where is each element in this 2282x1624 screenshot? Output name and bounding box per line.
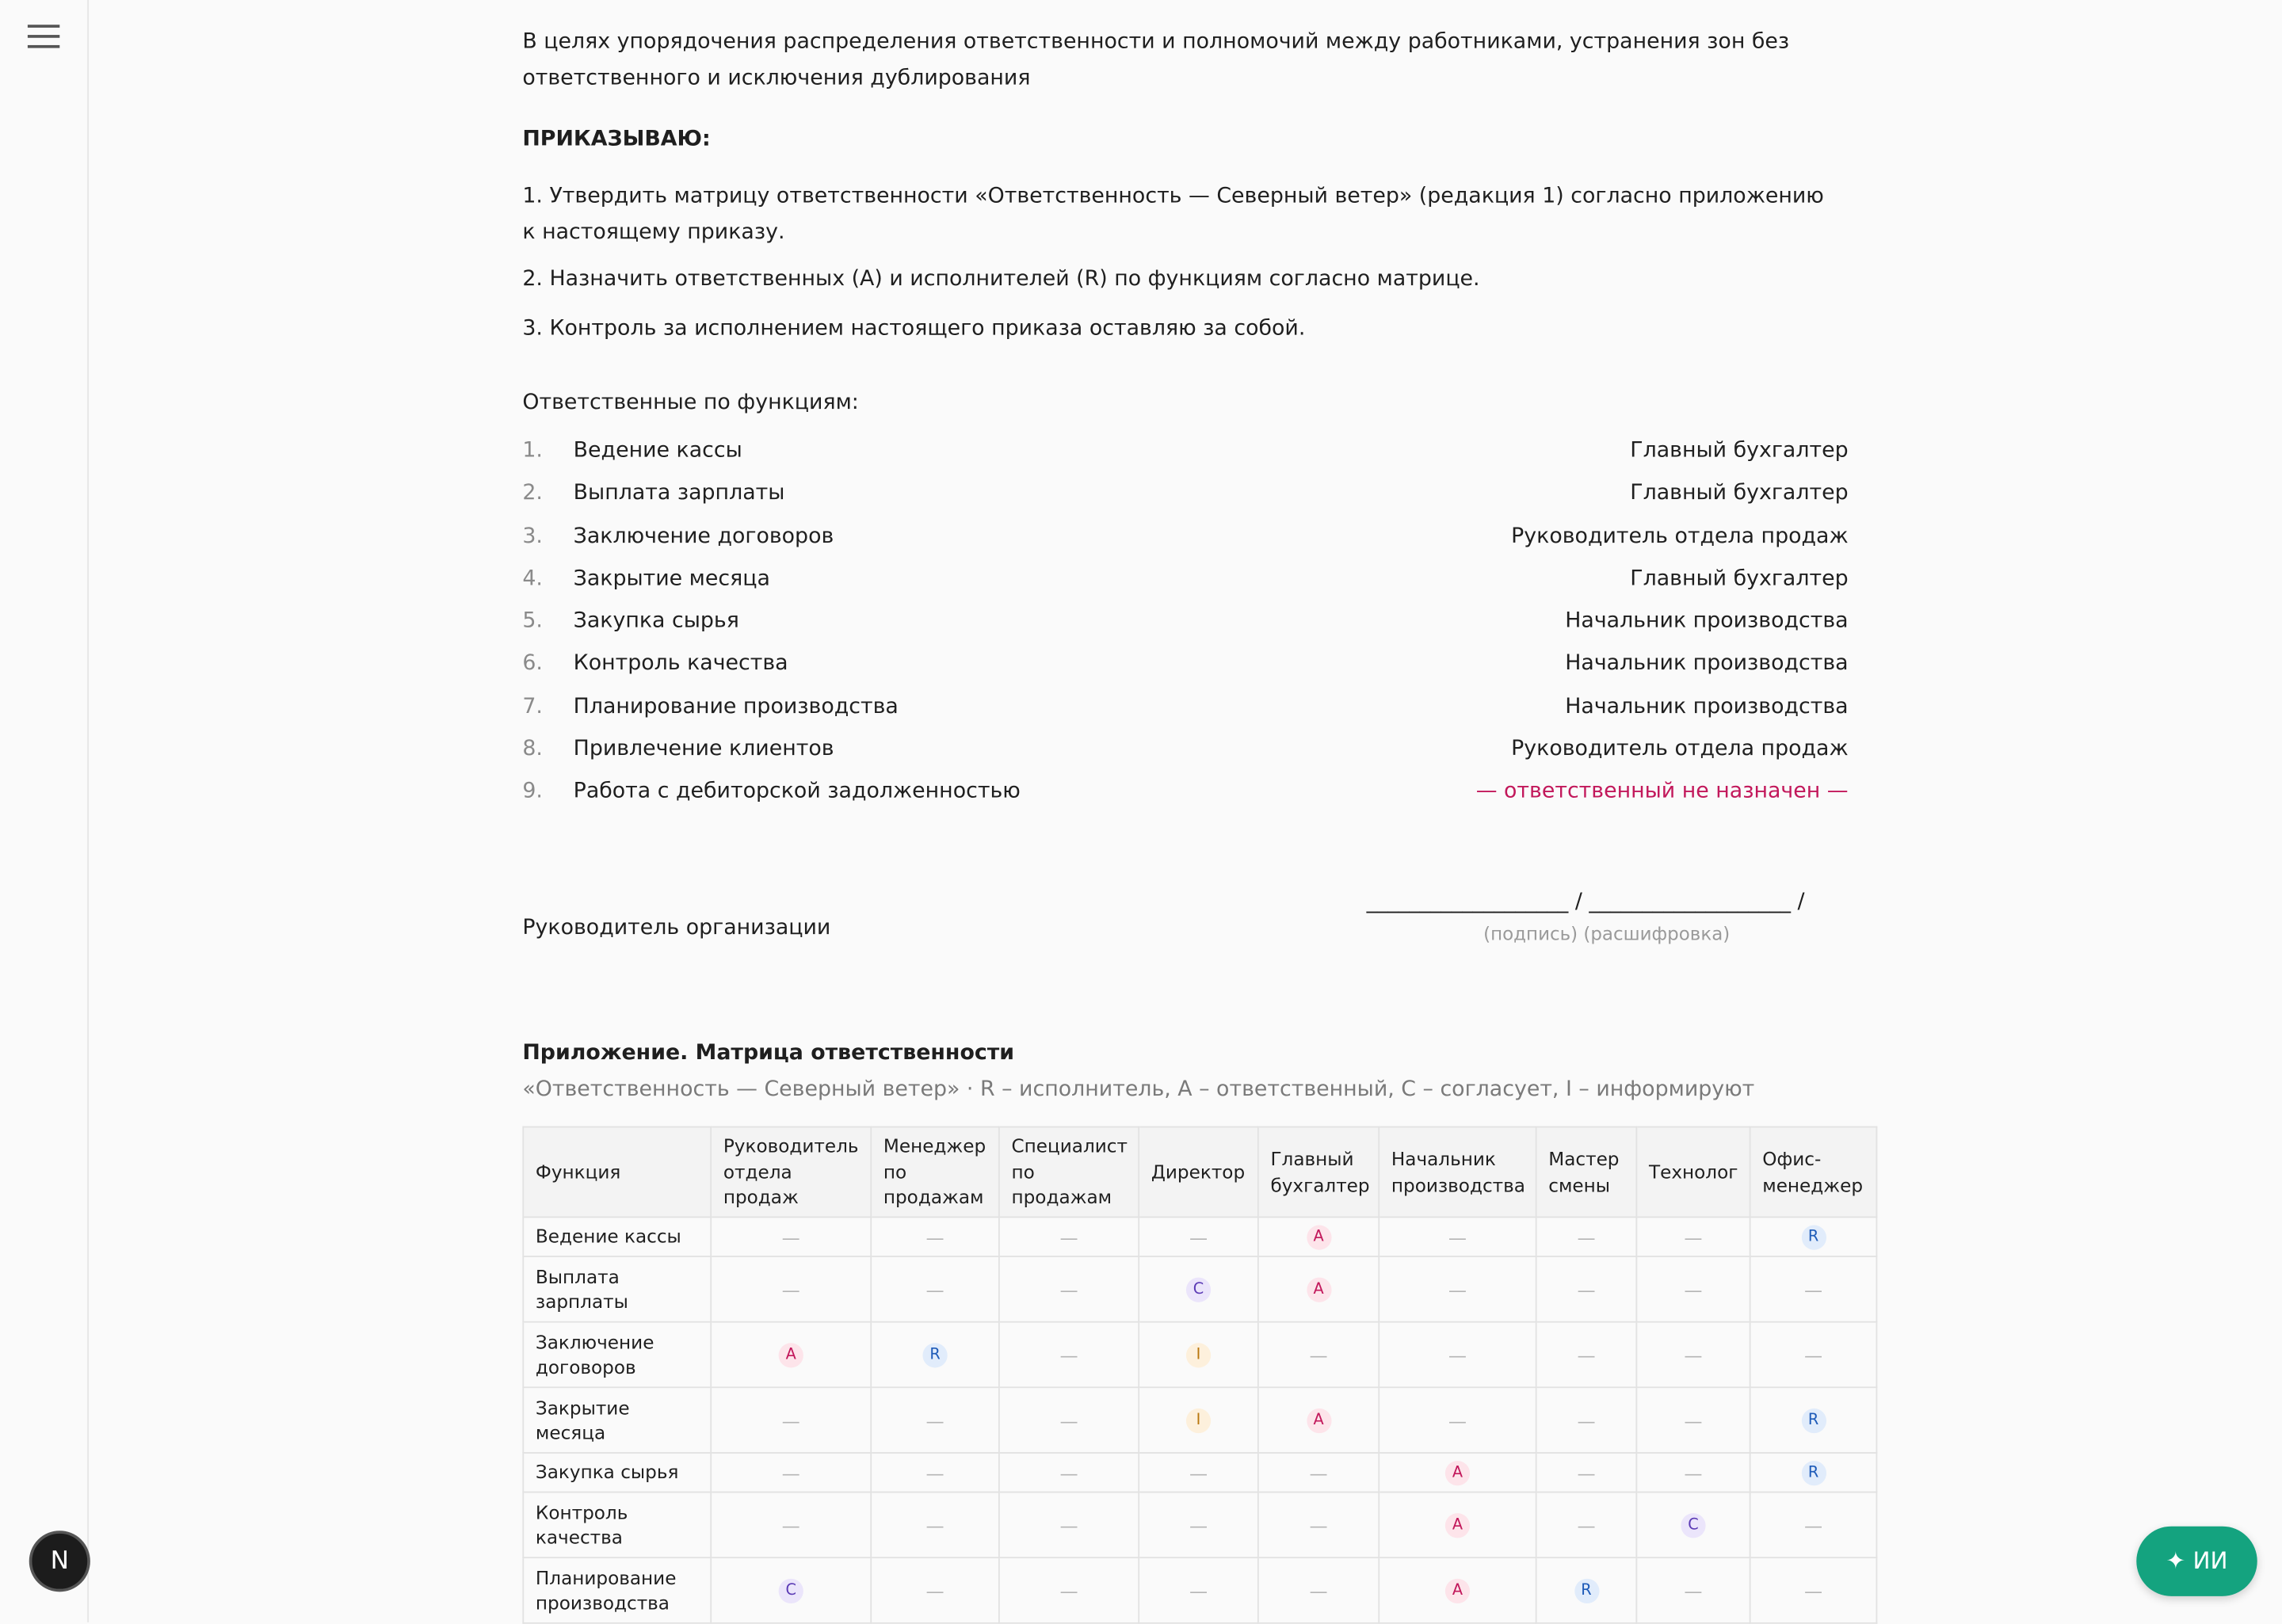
matrix-row [523,1256,1876,1322]
matrix-cell [1750,1217,1877,1256]
matrix-cell-empty [711,1387,871,1453]
empty-dash: — [1309,1514,1328,1536]
empty-dash: — [1577,1409,1596,1431]
role-badge-i: I [1186,1409,1211,1433]
empty-dash: — [1684,1409,1703,1431]
functions-title: Ответственные по функциям: [522,390,859,415]
empty-dash: — [1059,1226,1078,1248]
function-owner: Главный бухгалтер [1630,566,1849,591]
empty-dash: — [1577,1344,1596,1366]
matrix-cell-empty [1636,1322,1750,1388]
empty-dash: — [1684,1579,1703,1602]
empty-dash: — [781,1461,800,1484]
matrix-row [523,1322,1876,1388]
empty-dash: — [925,1579,944,1602]
matrix-cell-empty [1750,1557,1877,1623]
empty-dash: — [1059,1278,1078,1301]
function-name: Выплата зарплаты [573,480,785,505]
function-name: Ведение кассы [573,437,742,463]
matrix-cell-empty [1536,1217,1637,1256]
order-word: ПРИКАЗЫВАЮ: [522,126,711,152]
matrix-cell [1379,1557,1536,1623]
empty-dash: — [1803,1514,1823,1536]
matrix-cell [1750,1453,1877,1492]
function-owner: Главный бухгалтер [1630,437,1849,463]
matrix-header-role: Главный бухгалтер [1258,1127,1379,1218]
empty-dash: — [1309,1579,1328,1602]
matrix-cell-empty [1379,1387,1536,1453]
matrix-header-role: Начальник производства [1379,1127,1536,1218]
empty-dash: — [1448,1226,1467,1248]
matrix-cell-empty [999,1557,1139,1623]
matrix-cell-empty [999,1322,1139,1388]
matrix-cell-empty [1636,1256,1750,1322]
matrix-cell-empty [999,1387,1139,1453]
matrix-cell [1379,1453,1536,1492]
matrix-cell-empty [1536,1256,1637,1322]
function-name: Закупка сырья [573,608,739,633]
matrix-function-name: Контроль качества [523,1492,711,1558]
matrix-cell [1258,1387,1379,1453]
signature-hint: (подпись) (расшифровка) [1483,922,1731,945]
matrix-row [523,1557,1876,1623]
function-name: Закрытие месяца [573,566,770,591]
role-badge-r: R [1801,1461,1826,1485]
empty-dash: — [781,1514,800,1536]
function-owner: Начальник производства [1565,694,1849,719]
function-name: Привлечение клиентов [573,736,834,761]
matrix-function-name: Заключение договоров [523,1322,711,1388]
function-number: 6. [522,650,543,676]
empty-dash: — [1059,1579,1078,1602]
matrix-cell [1258,1256,1379,1322]
empty-dash: — [1577,1226,1596,1248]
role-badge-a: A [1306,1278,1330,1302]
function-number: 1. [522,437,543,463]
matrix-header-function: Функция [523,1127,711,1218]
empty-dash: — [1448,1278,1467,1301]
matrix-row [523,1453,1876,1492]
role-badge-i: I [1186,1343,1211,1367]
empty-dash: — [1059,1409,1078,1431]
function-number: 7. [522,694,543,719]
role-badge-a: A [1445,1461,1470,1485]
empty-dash: — [1059,1461,1078,1484]
empty-dash: — [781,1409,800,1431]
matrix-cell-empty [711,1492,871,1558]
matrix-cell-empty [1536,1387,1637,1453]
matrix-cell-empty [999,1492,1139,1558]
matrix-cell-empty [1636,1217,1750,1256]
function-number: 5. [522,608,543,633]
matrix-header-role: Мастер смены [1536,1127,1637,1218]
empty-dash: — [925,1278,944,1301]
matrix-cell-empty [1750,1322,1877,1388]
matrix-cell-empty [871,1387,999,1453]
function-name: Контроль качества [573,650,788,676]
matrix-row [523,1492,1876,1558]
function-owner: Начальник производства [1565,650,1849,676]
matrix-function-name: Ведение кассы [523,1217,711,1256]
function-name: Заключение договоров [573,524,834,549]
matrix-header-role: Директор [1139,1127,1258,1218]
empty-dash: — [1059,1344,1078,1366]
matrix-cell [1750,1387,1877,1453]
matrix-cell-empty [1379,1256,1536,1322]
matrix-cell-empty [711,1453,871,1492]
role-badge-r: R [1801,1226,1826,1250]
empty-dash: — [781,1226,800,1248]
function-owner-unassigned: — ответственный не назначен — [1475,778,1849,803]
intro-text: В целях упорядочения распределения ответственности и полномочий между работниками, устранения зон без ответственного и исключения дублирования [522,29,1790,90]
function-number: 3. [522,524,543,549]
empty-dash: — [925,1409,944,1431]
avatar[interactable]: N [29,1531,90,1592]
matrix-cell-empty [1139,1557,1258,1623]
role-badge-a: A [1306,1409,1330,1433]
matrix-cell-empty [1139,1492,1258,1558]
matrix-cell-empty [1536,1492,1637,1558]
empty-dash: — [925,1226,944,1248]
matrix-header-row [523,1127,1876,1218]
ai-button[interactable]: ✦ ИИ [2136,1527,2257,1596]
matrix-cell [871,1322,999,1388]
role-badge-c: C [779,1579,803,1603]
order-item-3: 3. Контроль за исполнением настоящего приказа оставляю за собой. [522,315,1306,341]
matrix-function-name: Закрытие месяца [523,1387,711,1453]
role-badge-r: R [922,1343,947,1367]
empty-dash: — [1803,1278,1823,1301]
order-item-2: 2. Назначить ответственных (A) и исполнителей (R) по функциям согласно матрице. [522,266,1480,292]
matrix-cell-empty [1379,1217,1536,1256]
matrix-function-name: Выплата зарплаты [523,1256,711,1322]
matrix-header-role: Технолог [1636,1127,1750,1218]
function-number: 9. [522,778,543,803]
empty-dash: — [1684,1344,1703,1366]
matrix-cell [711,1557,871,1623]
matrix-cell-empty [1636,1453,1750,1492]
hamburger-icon[interactable] [28,23,59,49]
empty-dash: — [1059,1514,1078,1536]
matrix-header-role: Специалист по продажам [999,1127,1139,1218]
matrix-cell [1258,1217,1379,1256]
matrix-cell [1379,1492,1536,1558]
matrix-header-role: Руководитель отдела продаж [711,1127,871,1218]
matrix-row [523,1387,1876,1453]
sidebar [0,0,89,1622]
matrix-cell-empty [1258,1453,1379,1492]
empty-dash: — [1577,1278,1596,1301]
matrix-cell-empty [1258,1557,1379,1623]
role-badge-r: R [1574,1579,1598,1603]
matrix-row [523,1217,1876,1256]
empty-dash: — [1684,1278,1703,1301]
appendix-subtitle: «Ответственность — Северный ветер» · R – исполнитель, A – ответственный, C – согласует, I – информируют [522,1077,1755,1102]
empty-dash: — [1309,1344,1328,1366]
role-badge-c: C [1681,1513,1705,1538]
matrix-cell-empty [1750,1256,1877,1322]
order-item-1: 1. Утвердить матрицу ответственности «Ответственность — Северный ветер» (редакция 1) согласно приложению к настоящему приказу. [522,183,1824,244]
empty-dash: — [1684,1461,1703,1484]
matrix-cell-empty [711,1256,871,1322]
empty-dash: — [1803,1344,1823,1366]
role-badge-a: A [1445,1579,1470,1603]
matrix-cell [1636,1492,1750,1558]
function-owner: Руководитель отдела продаж [1511,524,1849,549]
empty-dash: — [1577,1461,1596,1484]
matrix-cell [1536,1557,1637,1623]
matrix-cell-empty [871,1557,999,1623]
matrix-cell-empty [999,1217,1139,1256]
empty-dash: — [1448,1409,1467,1431]
matrix-function-name: Планирование производства [523,1557,711,1623]
empty-dash: — [1309,1461,1328,1484]
function-number: 8. [522,736,543,761]
empty-dash: — [925,1461,944,1484]
matrix-cell-empty [1536,1453,1637,1492]
signature-line: ___________________ / ___________________ / [1366,889,1805,914]
matrix-header-role: Менеджер по продажам [871,1127,999,1218]
empty-dash: — [1189,1514,1208,1536]
matrix-cell-empty [1139,1453,1258,1492]
matrix-function-name: Закупка сырья [523,1453,711,1492]
matrix-cell-empty [1379,1322,1536,1388]
function-owner: Начальник производства [1565,608,1849,633]
matrix-cell [1139,1322,1258,1388]
responsibility-matrix [522,1127,1877,1624]
matrix-cell-empty [999,1256,1139,1322]
role-badge-a: A [779,1343,803,1367]
empty-dash: — [925,1514,944,1536]
empty-dash: — [1577,1514,1596,1536]
matrix-cell-empty [1636,1557,1750,1623]
role-badge-r: R [1801,1409,1826,1433]
empty-dash: — [1189,1461,1208,1484]
empty-dash: — [1803,1579,1823,1602]
role-badge-c: C [1186,1278,1211,1302]
empty-dash: — [1189,1226,1208,1248]
matrix-cell-empty [871,1492,999,1558]
function-owner: Руководитель отдела продаж [1511,736,1849,761]
empty-dash: — [781,1278,800,1301]
matrix-cell [711,1322,871,1388]
matrix-cell [1139,1256,1258,1322]
empty-dash: — [1684,1226,1703,1248]
matrix-cell-empty [1258,1492,1379,1558]
signature-label: Руководитель организации [522,915,831,940]
function-number: 4. [522,566,543,591]
appendix-title: Приложение. Матрица ответственности [522,1040,1015,1066]
matrix-header-role: Офис-менеджер [1750,1127,1877,1218]
matrix-cell-empty [711,1217,871,1256]
function-owner: Главный бухгалтер [1630,480,1849,505]
matrix-cell-empty [1139,1217,1258,1256]
function-name: Планирование производства [573,694,899,719]
function-number: 2. [522,480,543,505]
matrix-cell [1139,1387,1258,1453]
matrix-cell-empty [871,1453,999,1492]
matrix-cell-empty [999,1453,1139,1492]
matrix-cell-empty [1636,1387,1750,1453]
empty-dash: — [1189,1579,1208,1602]
matrix-cell-empty [871,1217,999,1256]
matrix-cell-empty [1536,1322,1637,1388]
empty-dash: — [1448,1344,1467,1366]
matrix-cell-empty [1750,1492,1877,1558]
role-badge-a: A [1306,1226,1330,1250]
role-badge-a: A [1445,1513,1470,1538]
matrix-cell-empty [871,1256,999,1322]
function-name: Работа с дебиторской задолженностью [573,778,1021,803]
matrix-cell-empty [1258,1322,1379,1388]
